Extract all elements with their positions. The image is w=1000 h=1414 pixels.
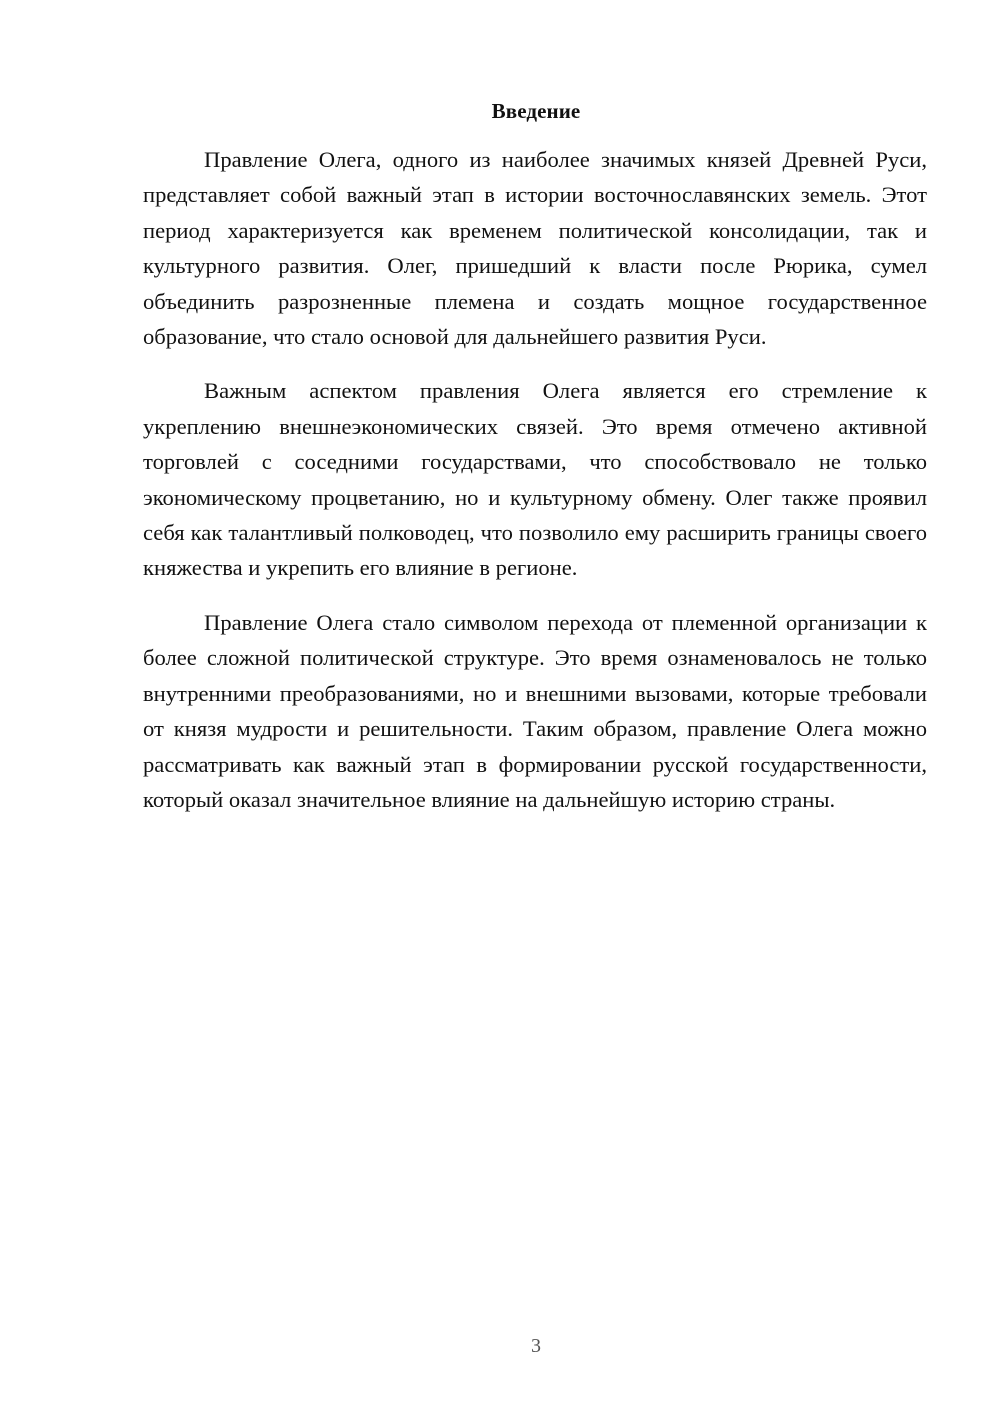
paragraph-1: Правление Олега, одного из наиболее значимых князей Древней Руси, представляет собой важный этап в истории восточнославянских земель. Этот период характеризуется как временем политической консолидации, так и культурного развития. Олег, пришедший к власти после Рюрика, сумел объединить разрозненные племена и создать мощное государственное образование, что стало основой для дальнейшего развития Руси. <box>143 147 927 350</box>
section-title: Введение <box>491 99 581 123</box>
body-text <box>143 142 927 836</box>
paragraph-2: Важным аспектом правления Олега является его стремление к укреплению внешнеэкономических связей. Это время отмечено активной торговлей с соседними государствами, что способствовало не только экономическому процветанию, но и культурному обмену. Олег также проявил себя как талантливый полководец, что позволило ему расширить границы своего княжества и укрепить его влияние в регионе. <box>143 378 927 581</box>
paragraph-3: Правление Олега стало символом перехода от племенной организации к более сложной политической структуре. Это время ознаменовалось не только внутренними преобразованиями, но и внешними вызовами, которые требовали от князя мудрости и решительности. Таким образом, правление Олега можно рассматривать как важный этап в формировании русской государственности, который оказал значительное влияние на дальнейшую историю страны. <box>143 609 927 812</box>
page-number: 3 <box>531 1335 541 1357</box>
